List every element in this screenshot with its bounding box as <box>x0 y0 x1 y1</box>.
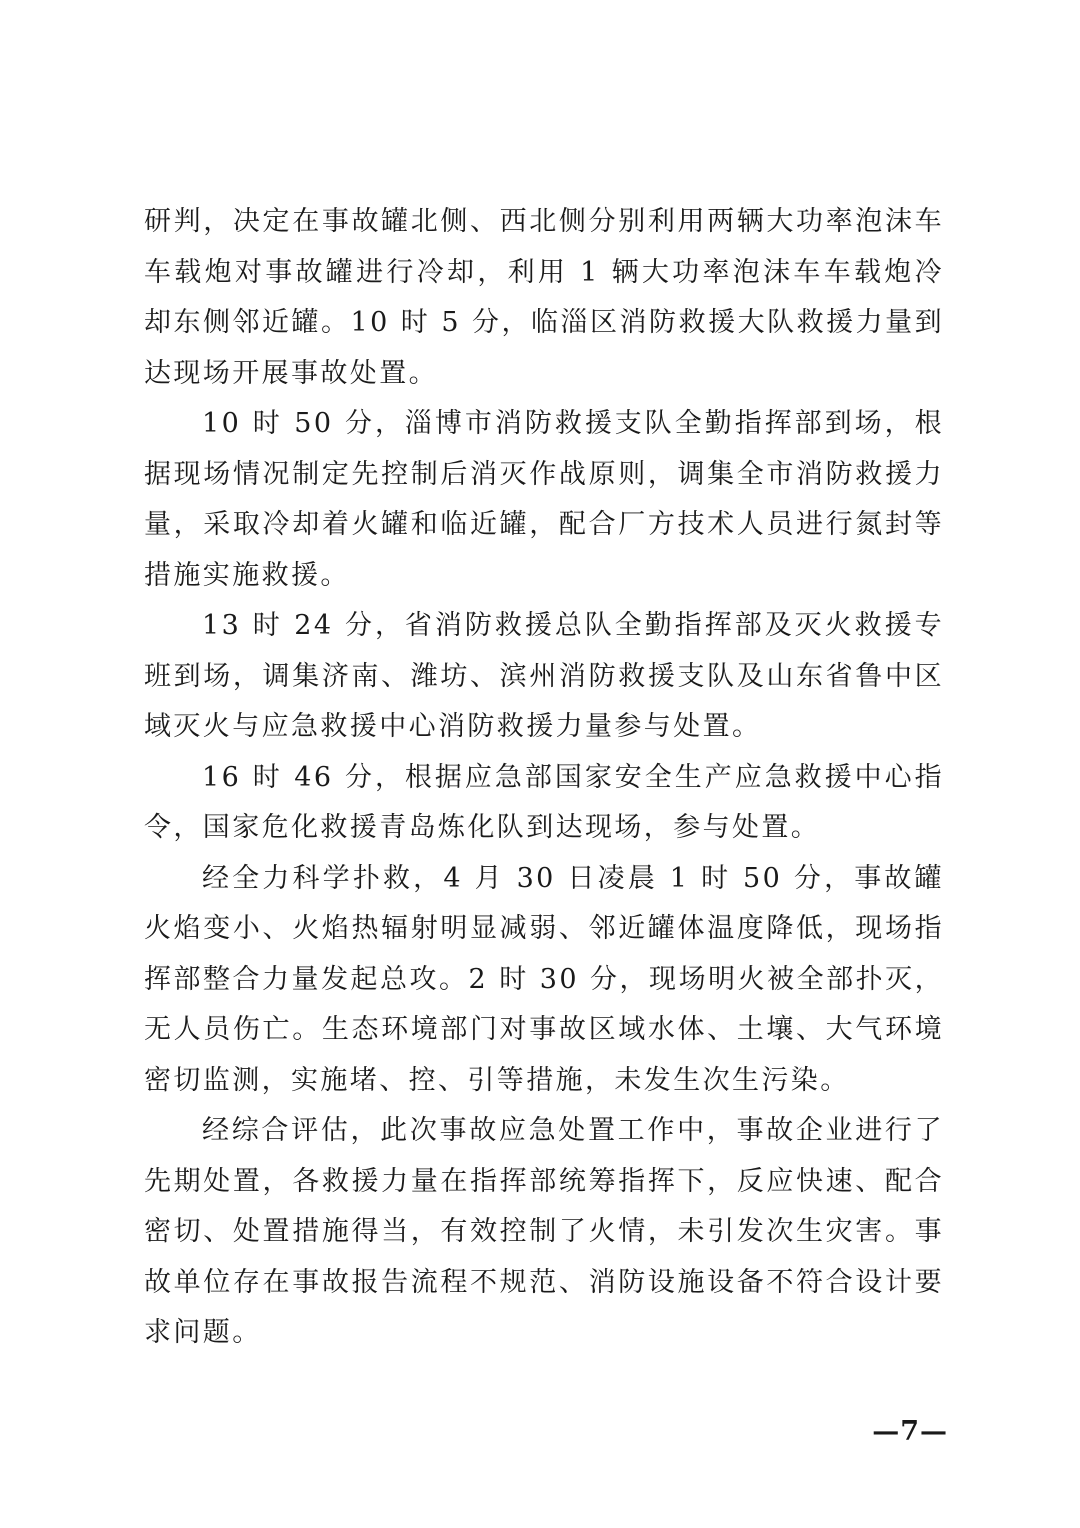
paragraph-1646: 16 时 46 分，根据应急部国家安全生产应急救援中心指令，国家危化救援青岛炼化队到达现场，参与处置。 <box>144 761 944 843</box>
paragraph-continuation: 研判，决定在事故罐北侧、西北侧分别利用两辆大功率泡沫车车载炮对事故罐进行冷却，利用 1 辆大功率泡沫车车载炮冷却东侧邻近罐。10 时 5 分，临淄区消防救援大队救援力量到达现场开展事故处置。 <box>144 206 944 389</box>
paragraph-assessment: 经综合评估，此次事故应急处置工作中，事故企业进行了先期处置，各救援力量在指挥部统筹指挥下，反应快速、配合密切、处置措施得当，有效控制了火情，未引发次生灾害。事故单位存在事故报告流程不规范、消防设施设备不符合设计要求问题。 <box>144 1115 944 1348</box>
paragraph-1324: 13 时 24 分，省消防救援总队全勤指挥部及灭火救援专班到场，调集济南、潍坊、滨州消防救援支队及山东省鲁中区域灭火与应急救援中心消防救援力量参与处置。 <box>144 610 944 742</box>
paragraph-extinguish: 经全力科学扑救，4 月 30 日凌晨 1 时 50 分，事故罐火焰变小、火焰热辐射明显减弱、邻近罐体温度降低，现场指挥部整合力量发起总攻。2 时 30 分，现场明火被全部扑灭，无人员伤亡。生态环境部门对事故区域水体、土壤、大气环境密切监测，实施堵、控、引等措施，未发生次生污染。 <box>144 862 944 1096</box>
page-number: —7— <box>872 1416 948 1447</box>
document-body <box>144 197 944 1359</box>
paragraph-1050: 10 时 50 分，淄博市消防救援支队全勤指挥部到场，根据现场情况制定先控制后消灭作战原则，调集全市消防救援力量，采取冷却着火罐和临近罐，配合厂方技术人员进行氮封等措施实施救援。 <box>144 408 944 591</box>
